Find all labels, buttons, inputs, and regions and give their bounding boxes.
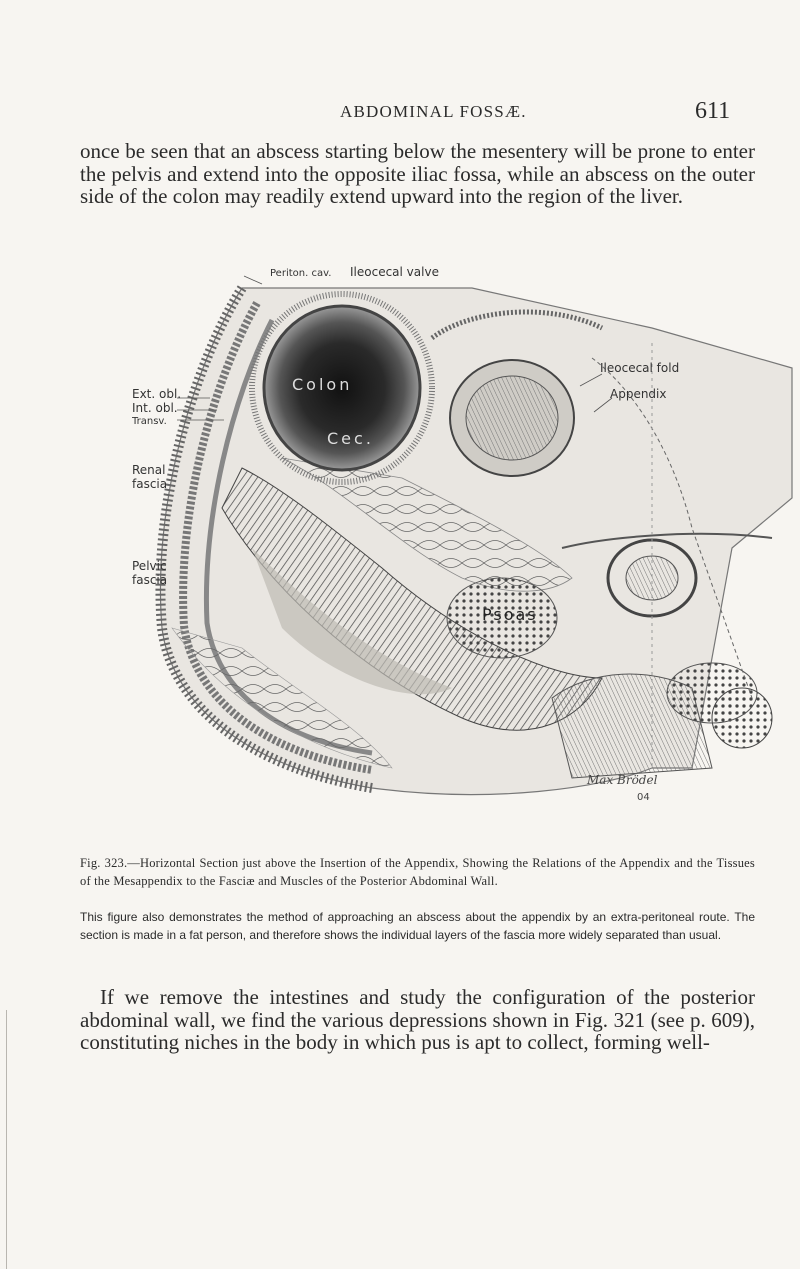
artist-signature: Max Brödel bbox=[587, 773, 658, 787]
label-renal: Renal bbox=[132, 463, 166, 477]
running-head bbox=[0, 98, 800, 126]
page-gutter-line bbox=[6, 1010, 7, 1269]
label-ext-obl: Ext. obl. bbox=[132, 387, 182, 401]
label-psoas: Psoas bbox=[482, 605, 538, 624]
label-ileocecal-fold: Ileocecal fold bbox=[600, 361, 680, 375]
running-title: ABDOMINAL FOSSÆ. bbox=[340, 102, 527, 121]
section-illustration bbox=[132, 248, 800, 808]
signature-year: 04 bbox=[637, 792, 650, 803]
label-transv: Transv. bbox=[132, 416, 167, 427]
ileum-lumen bbox=[466, 376, 558, 460]
label-int-obl: Int. obl. bbox=[132, 401, 178, 415]
label-appendix: Appendix bbox=[610, 387, 667, 401]
page-number: 611 bbox=[695, 98, 731, 124]
figure-caption-note: This figure also demonstrates the method of approaching an abscess about the appendix by an extra-peritoneal route. The section is made in a fat person, and therefore shows the individual layers of the fascia more widely separated than usual. bbox=[80, 910, 755, 942]
anatomical-figure bbox=[132, 248, 800, 808]
figure-caption: Fig. 323.—Horizontal Section just above the Insertion of the Appendix, Showing the Relations of the Appendix and the Tissues of the Mesappendix to the Fasciæ and Muscles of the Posterior Abdominal Wall. bbox=[80, 856, 755, 888]
leader-periton bbox=[244, 276, 262, 284]
label-ileocecal-valve: Ileocecal valve bbox=[350, 265, 439, 279]
label-renal-fascia: fascia bbox=[132, 477, 168, 491]
iliacus-muscle bbox=[667, 663, 757, 723]
paragraph-top: once be seen that an abscess starting below the mesentery will be prone to enter the pelvis and extend into the opposite iliac fossa, while an abscess on the outer side of the colon may readily extend upward into the region of the liver. bbox=[80, 139, 755, 208]
label-cecum: Cec. bbox=[327, 429, 374, 448]
label-periton-cav: Periton. cav. bbox=[270, 268, 332, 279]
paragraph-bottom: If we remove the intestines and study the configuration of the posterior abdominal wall, we find the various depressions shown in Fig. 321 (see p. 609), constituting niches in the body in which pus is apt to collect, forming well- bbox=[80, 985, 755, 1054]
label-pelvic-fascia: fascia bbox=[132, 573, 168, 587]
label-pelvic: Pelvic bbox=[132, 559, 167, 573]
label-colon: Colon bbox=[292, 375, 353, 394]
